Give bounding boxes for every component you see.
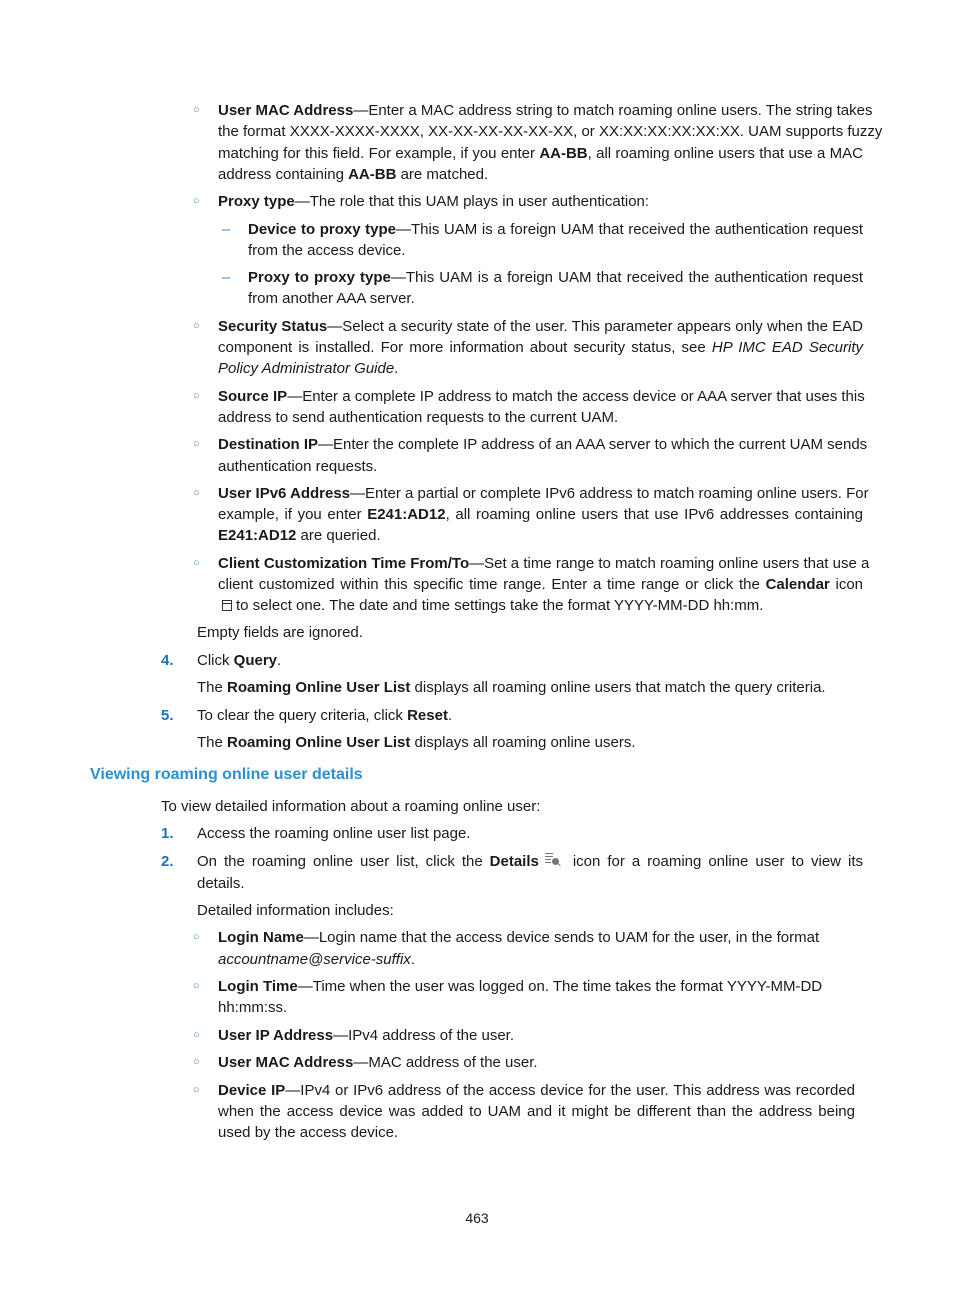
bullet-marker: ○ bbox=[193, 487, 200, 499]
step-number: 5. bbox=[161, 707, 174, 724]
page-number: 463 bbox=[465, 1210, 489, 1226]
section-intro: To view detailed information about a roaming online user: bbox=[161, 798, 541, 815]
user-ip-line: User IP Address—IPv4 address of the user. bbox=[218, 1027, 514, 1044]
user-mac-line-4: address containing AA-BB are matched. bbox=[218, 166, 489, 183]
calendar-icon bbox=[222, 600, 232, 611]
device-ip-line-3: used by the access device. bbox=[218, 1124, 399, 1141]
device-to-proxy-line-2: from the access device. bbox=[248, 242, 406, 259]
bullet-marker: ○ bbox=[193, 320, 200, 332]
step-4-note: The Roaming Online User List displays all roaming online users that match the query criteria. bbox=[197, 679, 826, 696]
details-icon bbox=[545, 852, 561, 868]
destination-ip-line-2: authentication requests. bbox=[218, 458, 378, 475]
step-2-text-line-2: details. bbox=[197, 875, 245, 892]
user-mac-line-1: User MAC Address—Enter a MAC address string to match roaming online users. The string takes bbox=[218, 102, 873, 119]
source-ip-line-1: Source IP—Enter a complete IP address to match the access device or AAA server that uses this bbox=[218, 388, 865, 405]
login-time-line-1: Login Time—Time when the user was logged on. The time takes the format YYYY-MM-DD bbox=[218, 978, 823, 995]
step-5-text: To clear the query criteria, click Reset. bbox=[197, 707, 453, 724]
proxy-to-proxy-line-1: Proxy to proxy type—This UAM is a foreign UAM that received the authentication request bbox=[248, 269, 863, 286]
bullet-marker: ○ bbox=[193, 1056, 200, 1068]
bullet-marker: ○ bbox=[193, 1084, 200, 1096]
step-number: 4. bbox=[161, 652, 174, 669]
user-mac-line-3: matching for this field. For example, if you enter AA-BB, all roaming online users that use a MAC bbox=[218, 145, 863, 162]
step-number: 2. bbox=[161, 853, 174, 870]
security-status-line-2: component is installed. For more information about security status, see HP IMC EAD Security bbox=[218, 339, 864, 356]
device-ip-line-1: Device IP—IPv4 or IPv6 address of the access device for the user. This address was recorded bbox=[218, 1082, 855, 1099]
dash-marker: – bbox=[222, 221, 231, 238]
client-time-line-2: client customized within this specific time range. Enter a time range or click the Calendar icon bbox=[218, 576, 864, 593]
step-4-text: Click Query. bbox=[197, 652, 282, 669]
step-1-text: Access the roaming online user list page. bbox=[197, 825, 471, 842]
bullet-marker: ○ bbox=[193, 1029, 200, 1041]
user-ipv6-line-2: example, if you enter E241:AD12, all roaming online users that use IPv6 addresses containing bbox=[218, 506, 863, 523]
detailed-info-intro: Detailed information includes: bbox=[197, 902, 394, 919]
bullet-marker: ○ bbox=[193, 557, 200, 569]
proxy-type-line: Proxy type—The role that this UAM plays in user authentication: bbox=[218, 193, 650, 210]
step-5-note: The Roaming Online User List displays all roaming online users. bbox=[197, 734, 636, 751]
security-status-line-3: Policy Administrator Guide. bbox=[218, 360, 399, 377]
login-time-line-2: hh:mm:ss. bbox=[218, 999, 288, 1016]
user-ipv6-line-1: User IPv6 Address—Enter a partial or complete IPv6 address to match roaming online users. For bbox=[218, 485, 869, 502]
client-time-line-1: Client Customization Time From/To—Set a time range to match roaming online users that use a bbox=[218, 555, 870, 572]
user-mac-detail-line: User MAC Address—MAC address of the user. bbox=[218, 1054, 538, 1071]
step-number: 1. bbox=[161, 825, 174, 842]
device-to-proxy-line-1: Device to proxy type—This UAM is a foreign UAM that received the authentication request bbox=[248, 221, 863, 238]
bullet-marker: ○ bbox=[193, 980, 200, 992]
login-name-line-2: accountname@service-suffix. bbox=[218, 951, 415, 968]
user-ipv6-line-3: E241:AD12 are queried. bbox=[218, 527, 381, 544]
empty-fields-note: Empty fields are ignored. bbox=[197, 624, 363, 641]
client-time-line-3: to select one. The date and time settings take the format YYYY-MM-DD hh:mm. bbox=[218, 595, 863, 616]
security-status-line-1: Security Status—Select a security state of the user. This parameter appears only when the EAD bbox=[218, 318, 863, 335]
bullet-marker: ○ bbox=[193, 195, 200, 207]
dash-marker: – bbox=[222, 269, 231, 286]
source-ip-line-2: address to send authentication requests to the current UAM. bbox=[218, 409, 619, 426]
bullet-marker: ○ bbox=[193, 390, 200, 402]
bullet-marker: ○ bbox=[193, 931, 200, 943]
user-mac-line-2: the format XXXX-XXXX-XXXX, XX-XX-XX-XX-XX-XX, or XX:XX:XX:XX:XX:XX. UAM supports fuzzy bbox=[218, 123, 883, 140]
device-ip-line-2: when the access device was added to UAM and it might be different than the address being bbox=[218, 1103, 855, 1120]
section-heading: Viewing roaming online user details bbox=[90, 766, 363, 783]
login-name-line-1: Login Name—Login name that the access device sends to UAM for the user, in the format bbox=[218, 929, 820, 946]
bullet-marker: ○ bbox=[193, 104, 200, 116]
destination-ip-line-1: Destination IP—Enter the complete IP address of an AAA server to which the current UAM sends bbox=[218, 436, 868, 453]
bullet-marker: ○ bbox=[193, 438, 200, 450]
step-2-text: On the roaming online user list, click the Details icon for a roaming online user to view its bbox=[197, 853, 863, 870]
proxy-to-proxy-line-2: from another AAA server. bbox=[248, 290, 415, 307]
